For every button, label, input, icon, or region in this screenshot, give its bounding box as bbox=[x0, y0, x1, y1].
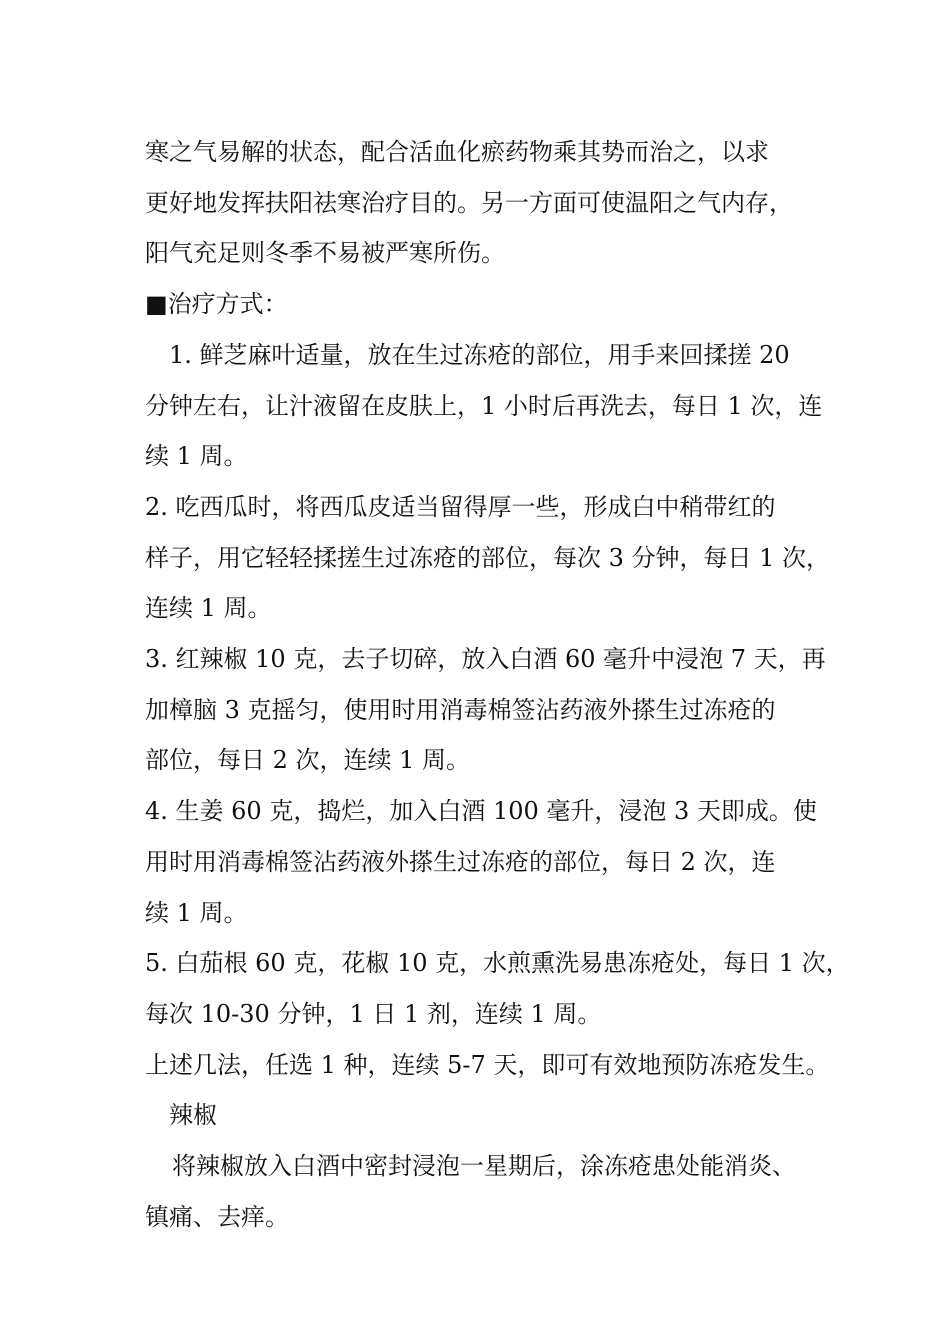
text-line: 部位，每日 2 次，连续 1 周。 bbox=[145, 746, 471, 775]
list-item-5-line: 5. 白茄根 60 克，花椒 10 克，水煎熏洗易患冻疮处，每日 1 次， bbox=[145, 949, 850, 978]
text-line: 每次 10-30 分钟，1 日 1 剂，连续 1 周。 bbox=[145, 999, 602, 1028]
text-line: 续 1 周。 bbox=[145, 442, 248, 471]
text-line: 寒之气易解的状态，配合活血化瘀药物乘其势而治之，以求 bbox=[145, 138, 769, 166]
text-line: 分钟左右，让汁液留在皮肤上，1 小时后再洗去，每日 1 次，连 bbox=[145, 391, 823, 420]
list-item-1-line: 1. 鲜芝麻叶适量，放在生过冻疮的部位，用手来回揉搓 20 bbox=[169, 340, 790, 369]
text-line: 续 1 周。 bbox=[145, 898, 248, 927]
text-line: 用时用消毒棉签沾药液外搽生过冻疮的部位，每日 2 次，连 bbox=[145, 847, 776, 876]
text-line: 样子，用它轻轻揉搓生过冻疮的部位，每次 3 分钟，每日 1 次， bbox=[145, 543, 831, 572]
text-line: 加樟脑 3 克摇匀，使用时用消毒棉签沾药液外搽生过冻疮的 bbox=[145, 695, 776, 724]
list-item-3-line: 3. 红辣椒 10 克，去子切碎，放入白酒 60 毫升中浸泡 7 天，再 bbox=[145, 645, 826, 674]
subheading: 辣椒 bbox=[169, 1101, 217, 1130]
section-heading: ■治疗方式： bbox=[145, 290, 288, 319]
document-body bbox=[145, 127, 850, 1242]
text-line: 镇痛、去痒。 bbox=[145, 1202, 289, 1231]
text-line: 将辣椒放入白酒中密封浸泡一星期后，涂冻疮患处能消炎、 bbox=[172, 1152, 796, 1181]
text-line: 更好地发挥扶阳祛寒治疗目的。另一方面可使温阳之气内存， bbox=[145, 188, 793, 217]
list-item-4-line: 4. 生姜 60 克，捣烂，加入白酒 100 毫升，浸泡 3 天即成。使 bbox=[145, 797, 817, 826]
summary-line: 上述几法，任选 1 种，连续 5-7 天，即可有效地预防冻疮发生。 bbox=[145, 1050, 830, 1079]
text-line: 阳气充足则冬季不易被严寒所伤。 bbox=[145, 239, 505, 268]
list-item-2-line: 2. 吃西瓜时，将西瓜皮适当留得厚一些，形成白中稍带红的 bbox=[145, 492, 776, 521]
text-line: 连续 1 周。 bbox=[145, 594, 272, 623]
